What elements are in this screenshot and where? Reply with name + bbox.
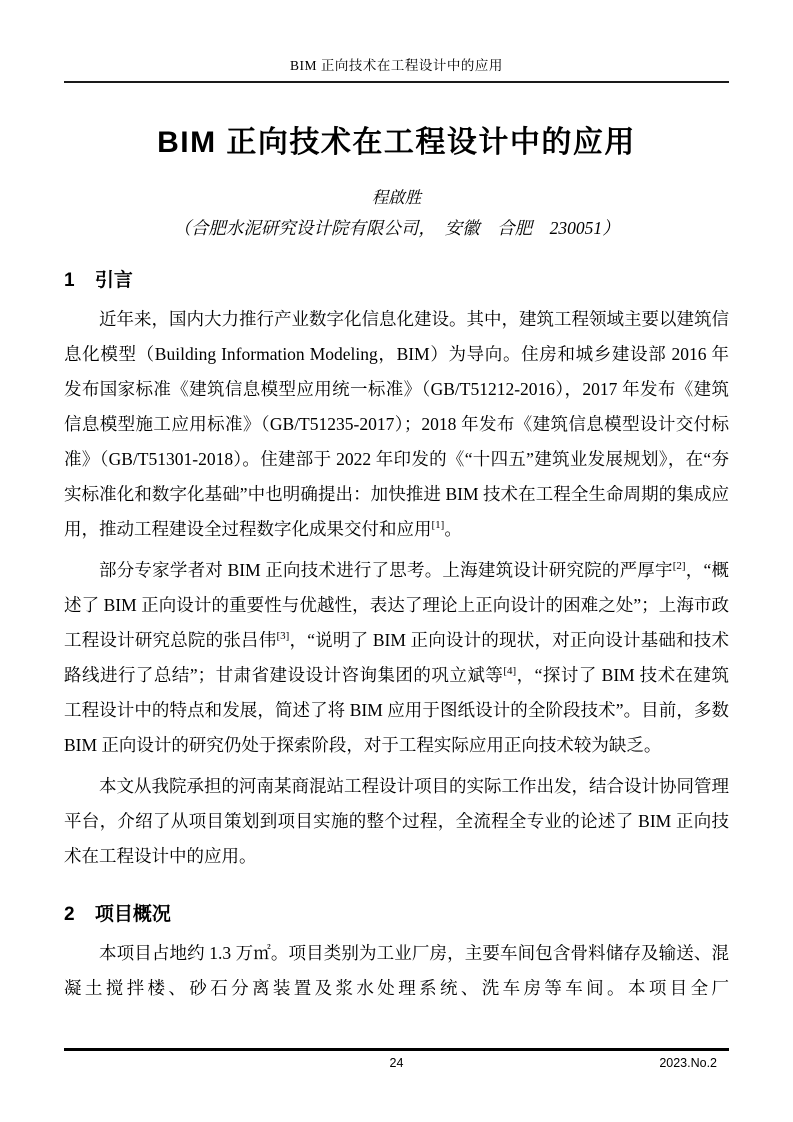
citation-ref-3: [3] [276, 630, 290, 643]
footer-rule [64, 1048, 729, 1051]
citation-ref-2: [2] [672, 560, 686, 573]
header-rule [64, 81, 729, 83]
footer-row [64, 1054, 729, 1072]
author-affiliation: （合肥水泥研究设计院有限公司， 安徽 合肥 230051） [173, 218, 620, 238]
citation-ref-1: [1] [431, 519, 445, 532]
section-number-intro: 1 [64, 270, 75, 291]
intro-paragraph-2 [64, 553, 729, 763]
article-title: BIM 正向技术在工程设计中的应用 [157, 126, 636, 159]
intro-p2-text-4: ，“探讨了 BIM 技术在建筑工程设计中的特点和发展，简述了将 BIM 应用于图纸设计的全阶段技术”。目前，多数 BIM 正向设计的研究仍处于探索阶段，对于工程实际应用正向技术较为缺乏。 [64, 665, 730, 755]
section-title-intro: 引言 [94, 270, 133, 291]
running-header-title: BIM 正向技术在工程设计中的应用 [290, 58, 503, 73]
intro-p1-text-2: 。 [444, 519, 462, 539]
section-heading-project [64, 902, 729, 928]
author-name: 程啟胜 [371, 188, 422, 207]
intro-p2-text-3: ，“说明了 BIM 正向设计的现状，对正向设计基础和技术路线进行了总结”；甘肃省建设设计咨询集团的巩立斌等 [64, 630, 730, 685]
intro-p2-text-1: 部分专家学者对 BIM 正向技术进行了思考。上海建筑设计研究院的严厚宇 [99, 560, 673, 580]
section-number-project: 2 [64, 904, 75, 925]
footer-issue-label: 2023.No.2 [659, 1056, 717, 1070]
intro-paragraph-1 [64, 302, 729, 547]
project-paragraph-1: 本项目占地约 1.3 万㎡。项目类别为工业厂房，主要车间包含骨料储存及输送、混凝土搅拌楼、砂石分离装置及浆水处理系统、洗车房等车间。本项目全厂 [64, 943, 729, 998]
citation-ref-4: [4] [503, 665, 517, 678]
page-footer [64, 1048, 729, 1072]
intro-paragraph-3: 本文从我院承担的河南某商混站工程设计项目的实际工作出发，结合设计协同管理平台，介绍了从项目策划到项目实施的整个过程，全流程全专业的论述了 BIM 正向技术在工程设计中的应用。 [64, 776, 729, 866]
footer-page-number: 24 [389, 1056, 404, 1070]
section-title-project: 项目概况 [94, 904, 171, 925]
intro-p1-text-1: 近年来，国内大力推行产业数字化信息化建设。其中，建筑工程领域主要以建筑信息化模型（Building Information Modeling，BIM）为导向。住房和城乡建设部 2016 年发布国家标准《建筑信息模型应用统一标准》（GB/T51212-2016），2017 年发布《建筑信息模型施工应用标准》（GB/T51235-2017）；2018 年发布《建筑信息模型设计交付标准》（GB/T51301-2018）。住建部于 2022 年印发的《“十四五”建筑业发展规划》，在“夯实标准化和数字化基础”中也明确提出：加快推进 BIM 技术在工程全生命周期的集成应用，推动工程建设全过程数字化成果交付和应用 [64, 309, 729, 539]
intro-p2-text-2: ，“概述了 BIM 正向设计的重要性与优越性，表达了理论上正向设计的困难之处”；上海市政工程设计研究总院的张吕伟 [64, 560, 729, 650]
section-heading-intro [64, 268, 729, 294]
